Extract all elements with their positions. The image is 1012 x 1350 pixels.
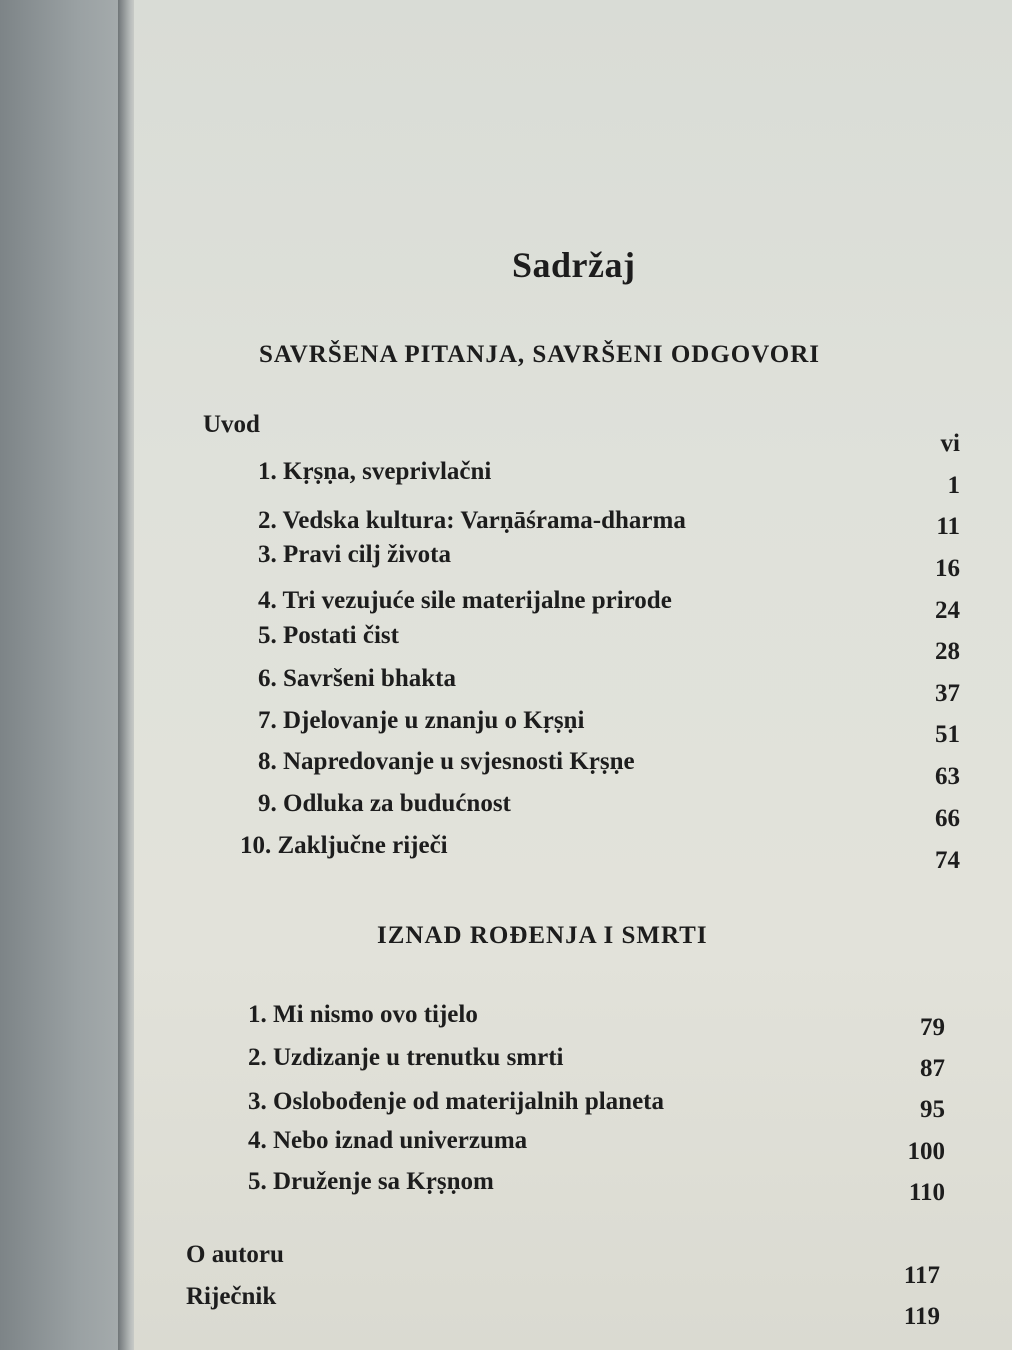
toc-item-page: 24 xyxy=(935,597,960,624)
toc-item-label: 3. Oslobođenje od materijalnih planeta xyxy=(248,1088,664,1115)
toc-item-label: 8. Napredovanje u svjesnosti Kṛṣṇe xyxy=(258,748,635,775)
toc-item-label: 7. Djelovanje u znanju o Kṛṣṇi xyxy=(258,707,585,734)
toc-item-page: 16 xyxy=(935,555,960,582)
toc-backmatter-page: 117 xyxy=(903,1262,940,1289)
toc-backmatter-label: Riječnik xyxy=(186,1283,277,1310)
toc-item-label: 5. Postati čist xyxy=(258,622,399,649)
toc-item-page: 95 xyxy=(920,1096,945,1123)
toc-item-page: 51 xyxy=(935,721,960,748)
toc-item-page: 63 xyxy=(935,763,960,790)
toc-backmatter-page: 119 xyxy=(903,1303,940,1330)
toc-item-label: 1. Kṛṣṇa, sveprivlačni xyxy=(258,458,492,485)
section-heading-1: SAVRŠENA PITANJA, SAVRŠENI ODGOVORI xyxy=(259,341,821,368)
toc-item-page: 87 xyxy=(920,1055,945,1082)
toc-item-label: 4. Nebo iznad univerzuma xyxy=(248,1127,528,1154)
toc-item-page: 74 xyxy=(935,847,960,874)
toc-intro-label: Uvod xyxy=(203,411,260,438)
section-heading-2: IZNAD ROĐENJA I SMRTI xyxy=(377,922,708,949)
toc-intro-page: vi xyxy=(940,430,960,457)
toc-item-label: 9. Odluka za budućnost xyxy=(258,790,511,817)
toc-item-label: 3. Pravi cilj života xyxy=(258,541,451,568)
toc-item-label: 10. Zaključne riječi xyxy=(240,832,448,859)
toc-item-page: 100 xyxy=(907,1138,945,1165)
toc-item-label: 1. Mi nismo ovo tijelo xyxy=(248,1001,478,1028)
toc-item-page: 66 xyxy=(935,805,960,832)
toc-item-label: 4. Tri vezujuće sile materijalne prirode xyxy=(258,587,672,614)
toc-item-label: 5. Druženje sa Kṛṣṇom xyxy=(248,1168,494,1195)
toc-item-page: 110 xyxy=(908,1179,945,1206)
toc-backmatter-label: O autoru xyxy=(186,1241,284,1268)
toc-item-page: 79 xyxy=(920,1014,945,1041)
book-left-page-edge xyxy=(0,0,130,1350)
page-title: Sadržaj xyxy=(512,245,636,285)
toc-item-page: 28 xyxy=(935,638,960,665)
toc-item-page: 1 xyxy=(947,472,960,499)
toc-item-label: 2. Uzdizanje u trenutku smrti xyxy=(248,1044,564,1071)
toc-item-page: 37 xyxy=(935,680,960,707)
toc-item-page: 11 xyxy=(936,513,960,540)
toc-item-label: 6. Savršeni bhakta xyxy=(258,665,456,692)
toc-item-label: 2. Vedska kultura: Varṇāśrama-dharma xyxy=(258,507,686,534)
